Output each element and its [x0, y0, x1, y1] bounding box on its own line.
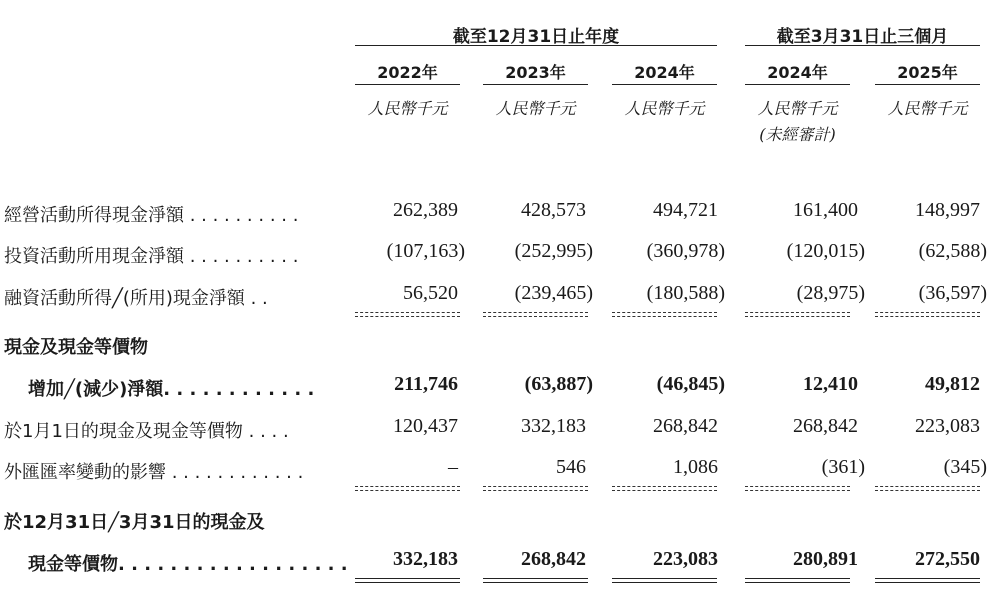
cell-value: 12,410 — [803, 373, 858, 395]
cell-value: (62,588) — [918, 240, 987, 262]
column-year-rule-1 — [355, 84, 460, 85]
column-year-rule-5 — [875, 84, 980, 85]
cell-value: 268,842 — [521, 548, 586, 570]
group-header-year-ended: 截至12月31日止年度 — [452, 27, 620, 47]
subtotal-rule — [875, 312, 980, 317]
cell-value: 148,997 — [915, 199, 980, 221]
cell-value: 546 — [556, 456, 586, 478]
cell-value: 56,520 — [403, 282, 458, 304]
cell-value: 332,183 — [521, 415, 586, 437]
cell-value: 262,389 — [393, 199, 458, 221]
total-double-rule — [355, 578, 460, 583]
total-double-rule — [483, 578, 588, 583]
cell-value: 272,550 — [915, 548, 980, 570]
cell-value: (36,597) — [918, 282, 987, 304]
cell-value: 120,437 — [393, 415, 458, 437]
total-double-rule — [745, 578, 850, 583]
column-year-4: 2024年 — [767, 63, 828, 82]
subtotal-rule — [355, 486, 460, 491]
subtotal-rule — [483, 312, 588, 317]
row-label-operating: 經營活動所得現金淨額 . . . . . . . . . . — [4, 205, 299, 226]
row-label-opening-cash: 於1月1日的現金及現金等價物 . . . . — [4, 421, 289, 442]
column-year-2: 2023年 — [505, 63, 566, 82]
cell-value: 223,083 — [653, 548, 718, 570]
total-double-rule — [875, 578, 980, 583]
row-label-cash-heading: 現金及現金等價物 — [4, 337, 148, 358]
cell-value: 268,842 — [793, 415, 858, 437]
cell-value: 268,842 — [653, 415, 718, 437]
cell-value: 211,746 — [394, 373, 458, 395]
subtotal-rule — [483, 486, 588, 491]
cell-value: (107,163) — [386, 240, 465, 262]
cell-value: 494,721 — [653, 199, 718, 221]
column-unit-1: 人民幣千元 — [367, 99, 448, 118]
cell-value: 1,086 — [673, 456, 718, 478]
cell-value: (46,845) — [656, 373, 725, 395]
column-unit-4: 人民幣千元 — [757, 99, 838, 118]
subtotal-rule — [745, 312, 850, 317]
cell-value: (63,887) — [524, 373, 593, 395]
column-unit-2: 人民幣千元 — [495, 99, 576, 118]
subtotal-rule — [612, 486, 717, 491]
subtotal-rule — [355, 312, 460, 317]
column-year-rule-2 — [483, 84, 588, 85]
column-year-rule-4 — [745, 84, 850, 85]
column-year-5: 2025年 — [897, 63, 958, 82]
row-label-fx-effect: 外匯匯率變動的影響 . . . . . . . . . . . . — [4, 462, 304, 483]
group-header-three-months: 截至3月31日止三個月 — [776, 27, 949, 47]
column-year-3: 2024年 — [634, 63, 695, 82]
group-header-rule-left — [355, 45, 717, 46]
cell-value: (360,978) — [646, 240, 725, 262]
cell-value: (252,995) — [514, 240, 593, 262]
column-unit-3: 人民幣千元 — [624, 99, 705, 118]
cell-value: (361) — [821, 456, 865, 478]
cell-value: 49,812 — [925, 373, 980, 395]
cell-value: (180,588) — [646, 282, 725, 304]
cell-value: (28,975) — [796, 282, 865, 304]
row-label-closing-heading: 於12月31日╱3月31日的現金及 — [4, 512, 265, 533]
cell-value: 332,183 — [393, 548, 458, 570]
cell-value: (239,465) — [514, 282, 593, 304]
cell-value: 280,891 — [793, 548, 858, 570]
cell-value: 161,400 — [793, 199, 858, 221]
column-year-1: 2022年 — [377, 63, 438, 82]
total-double-rule — [612, 578, 717, 583]
row-label-closing-cash: 現金等價物. . . . . . . . . . . . . . . . . . — [28, 554, 348, 575]
row-label-investing: 投資活動所用現金淨額 . . . . . . . . . . — [4, 246, 299, 267]
column-unit-4-note: (未經審計) — [759, 125, 836, 144]
column-year-rule-3 — [612, 84, 717, 85]
column-unit-5: 人民幣千元 — [887, 99, 968, 118]
row-label-net-change: 增加╱(減少)淨額. . . . . . . . . . . . — [28, 379, 315, 400]
subtotal-rule — [875, 486, 980, 491]
cell-value: 428,573 — [521, 199, 586, 221]
cell-value: 223,083 — [915, 415, 980, 437]
group-header-rule-right — [745, 45, 980, 46]
cell-value: (120,015) — [786, 240, 865, 262]
cell-value: (345) — [943, 456, 987, 478]
subtotal-rule — [612, 312, 717, 317]
cell-value: – — [448, 456, 458, 478]
row-label-financing: 融資活動所得╱(所用)現金淨額 . . — [4, 288, 268, 309]
subtotal-rule — [745, 486, 850, 491]
